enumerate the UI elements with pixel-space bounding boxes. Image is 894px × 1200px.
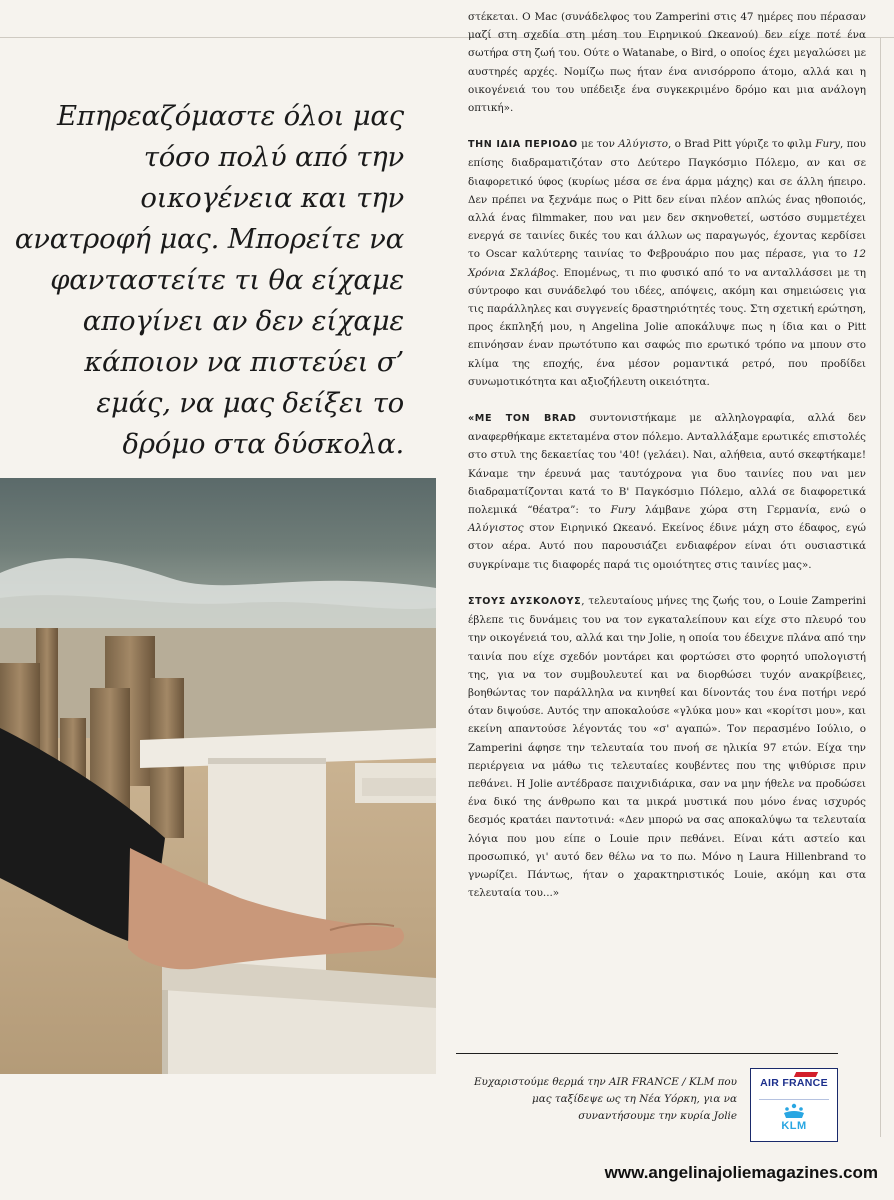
article-paragraph xyxy=(468,592,866,902)
paragraph-text: , που επίσης διαδραματιζόταν στο Δεύτερο Παγκόσμιο Πόλεμο, αν και σε διαφορετικό ύφος (κυρίως μέσα σε ένα άρμα μάχης) και σε άλλη ήπειρο. Δεν πρέπει να ξεχνάμε πως ο Pitt δεν είναι πλέον απλώς ένας ηθοποιός, αλλά ένας filmmaker, που ναι μεν δεν σκηνοθετεί, ωστόσο συμμετέχει ενεργά σε ταινίες δικές του και άλλων ως παραγωγός, έχοντας κερδίσει το Oscar καλύτερης ταινίας το Φεβρουάριο που μας πέρασε, για το xyxy=(468,138,866,261)
paragraph-text: . Επομένως, τι πιο φυσικό από το να ανταλλάσσει με τη σύντροφο και συνάδελφό του ιδέες, απόψεις, ακόμη και σημειώσεις για τις παράλληλες και συγγενείς δραστηριότητές τους. Στη σχετική ερώτηση, προς έκπληξή μου, η Angelina Jolie αποκάλυψε πως η ίδια και ο Pitt επινόησαν έναν πρωτότυπο και σαφώς πιο ερωτικό τρόπο να μπουν στο κλίμα της εποχής, ένα μέσον ρομαντικά ρετρό, που προδίδει συνωμοτικότητα και αξιοζήλευτη οικειότητα. xyxy=(468,266,866,388)
paragraph-text: , ο Brad Pitt γύριζε το φιλμ xyxy=(668,138,816,151)
airfrance-wordmark: AIR FRANCE xyxy=(760,1077,828,1089)
film-title: Αλύγιστος xyxy=(468,522,524,535)
lead-in: ΤΗΝ ΙΔΙΑ ΠΕΡΙΟΔΟ xyxy=(468,139,578,151)
right-rule xyxy=(880,37,881,1137)
lead-in: ΣΤΟΥΣ ΔΥΣΚΟΛΟΥΣ xyxy=(468,595,582,607)
klm-crown-icon xyxy=(781,1103,807,1121)
beach-photo xyxy=(0,478,436,1074)
lead-in: «ΜΕ ΤΟΝ BRAD xyxy=(468,413,577,425)
film-title: Αλύγιστο xyxy=(618,138,668,151)
article-paragraph xyxy=(468,135,866,391)
source-watermark: www.angelinajoliemagazines.com xyxy=(604,1163,878,1182)
film-title: Fury xyxy=(610,504,636,517)
paragraph-text: , τελευταίους μήνες της ζωής του, ο Louie Zamperini έβλεπε τις δυνάμεις του να τον εγκαταλείπουν και είχε στο πλευρό του την οικογένειά του, αλλά και την Jolie, η οποία του έδειχνε πλάνα από την ταινία που είχε σχεδόν μοντάρει και φορτώσει στο φορητό υπολογιστή της, για να τον συμβουλευτεί και να διορθώσει τυχόν ανακρίβειες, βοηθώντας τον παράλληλα να κινηθεί και δίνοντάς του ένα ποτήρι νερό όταν διψούσε. Αυτός την αποκαλούσε «γλύκα μου» και «κορίτσι μου», και εκείνη απαντούσε λέγοντάς του «σ' αγαπώ». Τον περασμένο Ιούλιο, ο Zamperini άφησε την τελευταία του πνοή σε ηλικία 97 ετών. Είχα την περιέργεια να μάθω τις τελευταίες κουβέντες που της ψιθύρισε πριν πεθάνει. Η Jolie αντέδρασε παιχνιδιάρικα, σαν να μην ήθελε να προδώσει ένα δικό της άνθρωπο και τα μικρά μυστικά που μόνο ένας ισχυρός δεσμός κρατάει παντοτινά: «Δεν μπορώ να σας αποκαλύψω τα τελευταία λόγια που μου είπε ο Louie πριν πεθάνει. Είναι κάτι αστείο και προσωπικό, γι' αυτό δεν θέλω να το πω. Μόνο η Laura Hillenbrand το γνωρίζει. Πάντως, ήταν ο χαρακτηριστικός Louie, ακόμη και στα τελευταία του...» xyxy=(468,594,866,900)
beach-photo-illustration xyxy=(0,478,436,1074)
logo-divider xyxy=(759,1099,829,1100)
klm-wordmark: KLM xyxy=(781,1120,807,1132)
paragraph-text: λάμβανε χώρα στη Γερμανία, ενώ ο xyxy=(635,504,866,517)
article-paragraph xyxy=(468,8,866,117)
film-title: 12 Χρόνια Σκλάβος xyxy=(468,248,866,279)
paragraph-text: συντονιστήκαμε με αλληλογραφία, αλλά δεν αναφερθήκαμε εκτεταμένα στον πόλεμο. Ανταλλάξαμε ερωτικές επιστολές στο στυλ της δεκαετίας του '40! (γελάει). Ναι, αλήθεια, αυτό σκεφτήκαμε! Κάναμε την έρευνά μας ταυτόχρονα για δυο ταινίες που ναι μεν διαδραματίζονται κατά το Β' Παγκόσμιο Πόλεμο, αλλά σε διαφορετικά πολεμικά “θέατρα”: το xyxy=(468,412,866,517)
paragraph-text: με τον xyxy=(577,138,619,151)
article-body xyxy=(468,8,866,920)
sponsor-thanks: Ευχαριστούμε θερμά την AIR FRANCE / KLM που μας ταξίδεψε ως τη Νέα Υόρκη, για να συναντήσουμε την κυρία Jolie xyxy=(473,1076,737,1122)
paragraph-text: στον Ειρηνικό Ωκεανό. Εκείνος έδινε μάχη στο έδαφος, εγώ στον αέρα. Αυτό που παρουσιάζει ενδιαφέρον είναι ότι ουσιαστικά συγκρίναμε τις διαφορές παρά τις ομοιότητες στις ταινίες μας». xyxy=(468,522,866,571)
article-paragraph xyxy=(468,409,866,574)
thanks-divider xyxy=(456,1053,838,1054)
airfrance-klm-logo xyxy=(750,1068,838,1142)
film-title: Fury xyxy=(815,138,840,151)
paragraph-text: στέκεται. Ο Mac (συνάδελφος του Zamperini στις 47 ημέρες που πέρασαν μαζί στη σχεδία στη μέση του Ειρηνικού Ωκεανού) δεν είχε ποτέ ένα σωτήρα στη ζωή του. Ούτε ο Watanabe, ο Bird, ο οποίος έχει μεγαλώσει με αυστηρές αρχές. Νομίζω πως ήταν ένα ανισόρροπο άτομο, αλλά και η οικογένειά του του υπέδειξε ένα συγκεκριμένο δρόμο και μια ανάλογη οπτική». xyxy=(468,11,866,115)
pull-quote: Επηρεαζόμαστε όλοι μας τόσο πολύ από την οικογένεια και την ανατροφή μας. Μπορείτε να φανταστείτε τι θα είχαμε απογίνει αν δεν είχαμε κάποιον να πιστεύει σ’ εμάς, να μας δείξει το δρόμο στα δύσκολα. xyxy=(14,100,404,460)
